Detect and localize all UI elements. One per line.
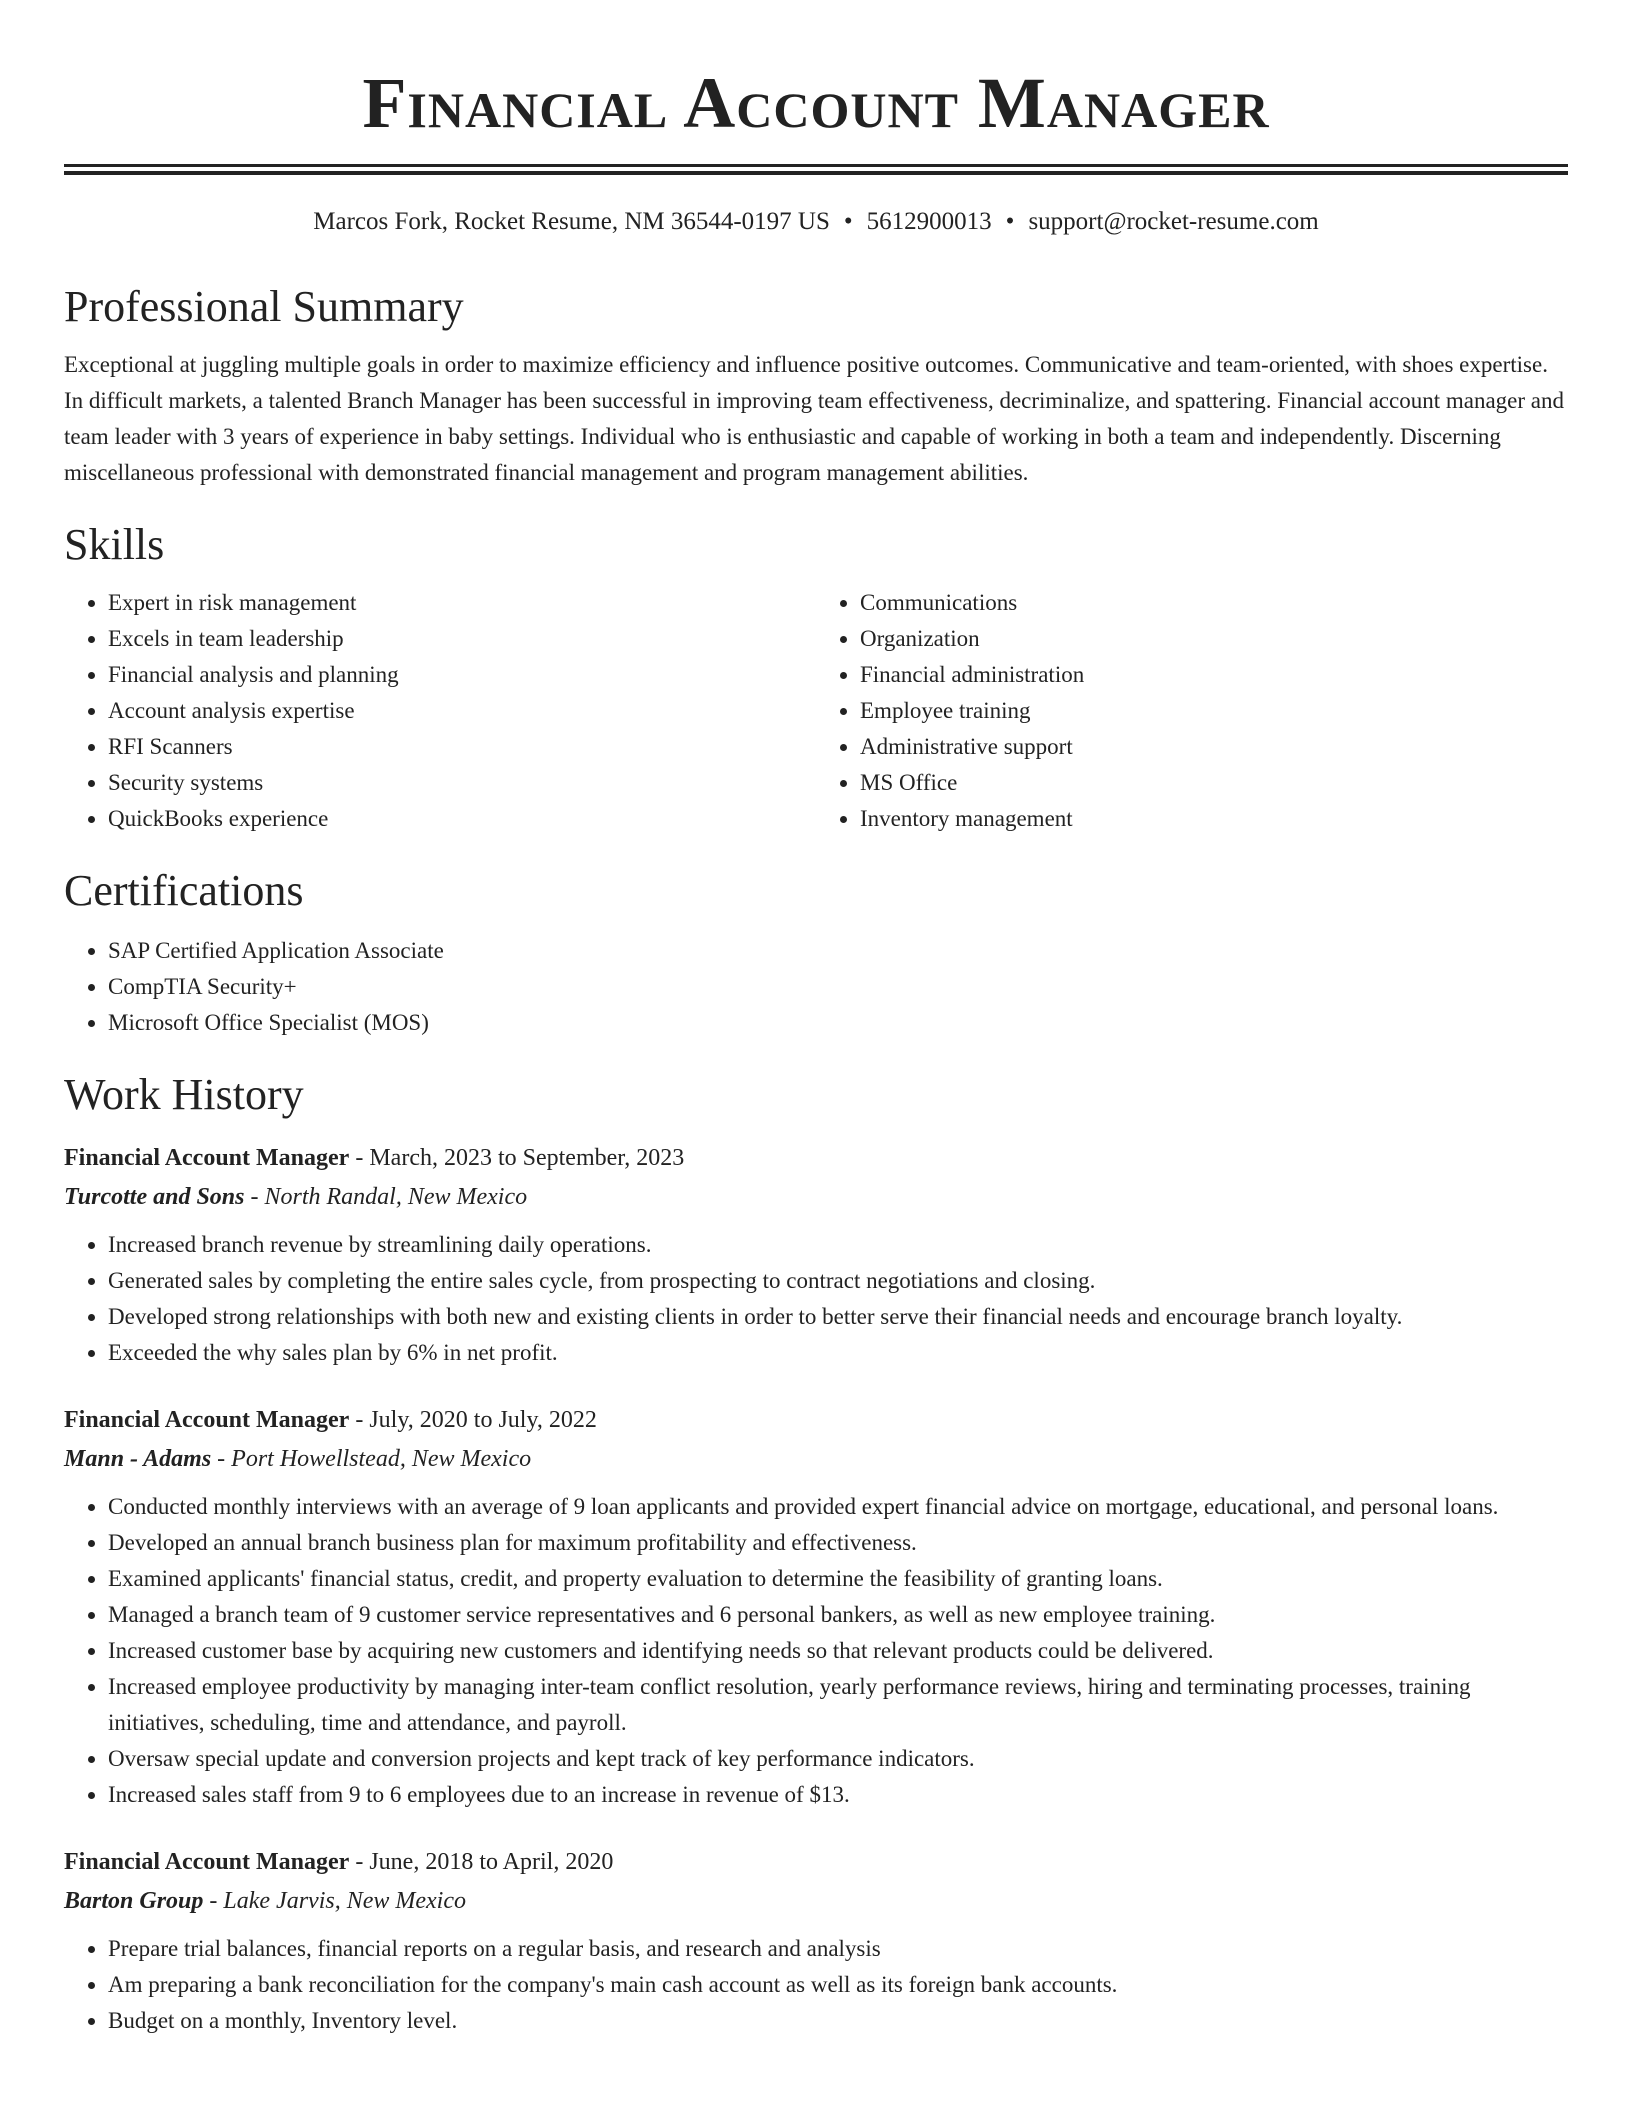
job-title-line: Financial Account Manager - June, 2018 to April, 2020: [64, 1849, 614, 1875]
job-bullets: [64, 1227, 1568, 1371]
job-bullet: • Prepare trial balances, financial reports on a regular basis, and research and analysis: [108, 1931, 1568, 1967]
title-divider: [64, 164, 1568, 175]
contact-address: Marcos Fork, Rocket Resume, NM 36544-0197 US: [313, 208, 830, 235]
job-role: Financial Account Manager: [64, 1407, 350, 1433]
certifications-list: [64, 933, 1568, 1041]
skills-list-left: [64, 585, 816, 837]
job-role: Financial Account Manager: [64, 1145, 350, 1171]
job-company-line: Barton Group - Lake Jarvis, New Mexico: [64, 1888, 466, 1914]
skill-item: • MS Office: [860, 765, 1568, 801]
contact-separator: •: [843, 208, 853, 235]
job-entry: [64, 1843, 1568, 2039]
job-location: Lake Jarvis, New Mexico: [223, 1888, 466, 1914]
contact-line: [64, 205, 1568, 239]
skills-list-right: [816, 585, 1568, 837]
job-dates: March, 2023 to September, 2023: [369, 1145, 685, 1171]
work-history-heading: Work History: [64, 1070, 304, 1119]
job-dates: July, 2020 to July, 2022: [369, 1407, 597, 1433]
job-entry: [64, 1139, 1568, 1371]
job-company-line: Mann - Adams - Port Howellstead, New Mexico: [64, 1446, 532, 1472]
skill-item: • Financial analysis and planning: [108, 657, 816, 693]
job-bullet: • Increased employee productivity by managing inter-team conflict resolution, yearly performance reviews, hiring and terminating processes, training initiatives, scheduling, time and attendance, and payroll.: [108, 1669, 1568, 1741]
job-company: Barton Group: [64, 1888, 204, 1914]
job-bullet: • Conducted monthly interviews with an average of 9 loan applicants and provided expert financial advice on mortgage, educational, and personal loans.: [108, 1489, 1568, 1525]
skill-item: • Organization: [860, 621, 1568, 657]
job-company: Mann - Adams: [64, 1446, 212, 1472]
skill-item: • Communications: [860, 585, 1568, 621]
skill-item: • Administrative support: [860, 729, 1568, 765]
skills-columns: [64, 585, 1568, 837]
job-bullet: • Developed strong relationships with both new and existing clients in order to better serve their financial needs and encourage branch loyalty.: [108, 1299, 1568, 1335]
job-bullet: • Managed a branch team of 9 customer service representatives and 6 personal bankers, as well as new employee training.: [108, 1597, 1568, 1633]
job-bullet: • Exceeded the why sales plan by 6% in net profit.: [108, 1335, 1568, 1371]
certifications-heading: Certifications: [64, 866, 304, 915]
job-bullet: • Oversaw special update and conversion projects and kept track of key performance indicators.: [108, 1741, 1568, 1777]
skill-item: • Account analysis expertise: [108, 693, 816, 729]
job-bullet: • Examined applicants' financial status, credit, and property evaluation to determine the feasibility of granting loans.: [108, 1561, 1568, 1597]
job-dates: June, 2018 to April, 2020: [369, 1849, 614, 1875]
job-bullet: • Budget on a monthly, Inventory level.: [108, 2003, 1568, 2039]
job-bullets: [64, 1489, 1568, 1813]
skill-item: • Excels in team leadership: [108, 621, 816, 657]
job-bullet: • Increased sales staff from 9 to 6 employees due to an increase in revenue of $13.: [108, 1777, 1568, 1813]
skills-heading: Skills: [64, 520, 165, 569]
skill-item: • Inventory management: [860, 801, 1568, 837]
contact-email: support@rocket-resume.com: [1028, 208, 1319, 235]
skill-item: • QuickBooks experience: [108, 801, 816, 837]
job-company: Turcotte and Sons: [64, 1184, 245, 1210]
job-bullet: • Developed an annual branch business plan for maximum profitability and effectiveness.: [108, 1525, 1568, 1561]
job-bullet: • Am preparing a bank reconciliation for the company's main cash account as well as its foreign bank accounts.: [108, 1967, 1568, 2003]
skill-item: • Security systems: [108, 765, 816, 801]
certification-item: • SAP Certified Application Associate: [108, 933, 1568, 969]
contact-phone: 5612900013: [866, 208, 992, 235]
skill-item: • RFI Scanners: [108, 729, 816, 765]
job-bullets: [64, 1931, 1568, 2039]
job-title-line: Financial Account Manager - March, 2023 to September, 2023: [64, 1145, 685, 1171]
job-company-line: Turcotte and Sons - North Randal, New Mexico: [64, 1184, 528, 1210]
job-bullet: • Increased branch revenue by streamlining daily operations.: [108, 1227, 1568, 1263]
summary-heading: Professional Summary: [64, 282, 464, 331]
certification-item: • CompTIA Security+: [108, 969, 1568, 1005]
job-bullet: • Generated sales by completing the entire sales cycle, from prospecting to contract negotiations and closing.: [108, 1263, 1568, 1299]
job-role: Financial Account Manager: [64, 1849, 350, 1875]
skill-item: • Expert in risk management: [108, 585, 816, 621]
job-bullet: • Increased customer base by acquiring new customers and identifying needs so that relevant products could be delivered.: [108, 1633, 1568, 1669]
certification-item: • Microsoft Office Specialist (MOS): [108, 1005, 1568, 1041]
resume-title: Financial Account Manager: [362, 63, 1270, 143]
resume-page: [64, 0, 1568, 2039]
job-title-line: Financial Account Manager - July, 2020 to July, 2022: [64, 1407, 597, 1433]
skill-item: • Employee training: [860, 693, 1568, 729]
summary-text: Exceptional at juggling multiple goals in order to maximize efficiency and influence positive outcomes. Communicative and team-oriented, with shoes expertise. In difficult markets, a talented Branch Manager has been successful in improving team effectiveness, decriminalize, and spattering. Financial account manager and team leader with 3 years of experience in baby settings. Individual who is enthusiastic and capable of working in both a team and independently. Discerning miscellaneous professional with demonstrated financial management and program management abilities.: [64, 352, 1564, 485]
contact-separator: •: [1005, 208, 1015, 235]
job-entry: [64, 1401, 1568, 1813]
job-location: Port Howellstead, New Mexico: [231, 1446, 532, 1472]
job-location: North Randal, New Mexico: [264, 1184, 528, 1210]
skill-item: • Financial administration: [860, 657, 1568, 693]
